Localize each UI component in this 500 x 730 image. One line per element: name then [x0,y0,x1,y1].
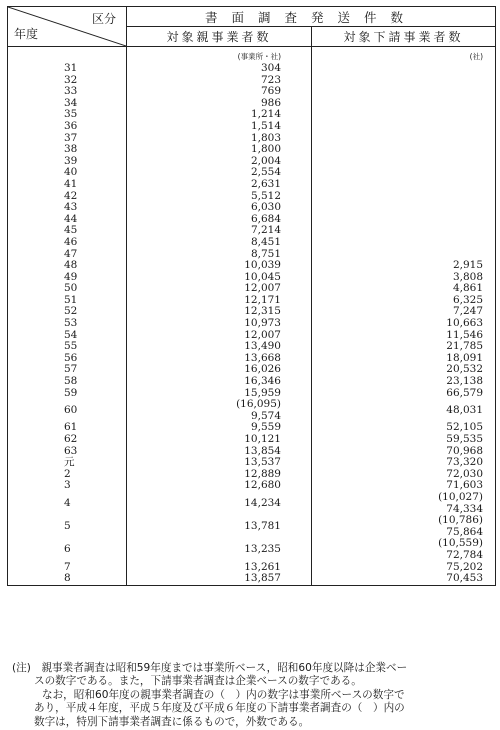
year-cell: 5 [8,515,127,538]
year-cell: 33 [8,86,127,98]
subcontractor-count-cell: 18,091 [312,353,496,365]
parent-count-paren-cell: (16,095) [236,398,281,411]
subcontractor-count-cell: 75,864 [446,525,484,538]
year-cell: 51 [8,295,127,307]
subcontractor-count-cell [312,121,496,133]
subcontractor-count-cell [312,225,496,237]
parent-count-cell: 12,315 [127,306,312,318]
year-cell: 36 [8,121,127,133]
subcontractor-count-cell [312,237,496,249]
table-row [8,538,496,561]
table-row [8,492,496,515]
year-cell: 32 [8,75,127,87]
parent-count-cell: 13,235 [127,538,312,561]
parent-count-cell: 13,261 [127,562,312,574]
fiscal-year-label: 年度 [14,27,39,41]
subcontractor-count-cell: 66,579 [312,388,496,400]
parent-count-cell: 12,007 [127,330,312,342]
subcontractor-count-cell [312,156,496,168]
subcontractor-count-cell: 70,453 [312,573,496,585]
subcontractor-count-cell: 11,546 [312,330,496,342]
year-cell: 50 [8,283,127,295]
parent-count-cell: 6,684 [127,214,312,226]
year-cell: 47 [8,249,127,261]
parent-count-cell: 13,490 [127,341,312,353]
year-cell: 2 [8,469,127,481]
year-cell: 34 [8,98,127,110]
subcontractor-column-header: 対象下請事業者数 [312,27,496,47]
year-cell: 55 [8,341,127,353]
subcontractor-count-cell: 20,532 [312,364,496,376]
footnote-line: (注) 親事業者調査は昭和59年度までは事業所ベース，昭和60年度以降は企業ベー [12,662,408,674]
year-cell: 63 [8,446,127,458]
parent-count-cell: 9,574 [250,409,281,422]
parent-count-cell: 16,346 [127,376,312,388]
year-cell: 8 [8,573,127,585]
subcontractor-count-cell: 2,915 [312,260,496,272]
footnote-line: 数字は，特別下請事業者調査に係るもので，外数である。 [34,715,310,728]
subcontractor-count-cell: 23,138 [312,376,496,388]
parent-count-cell: 14,234 [127,492,312,515]
subcontractor-count-cell [312,75,496,87]
subcontractor-count-cell: 71,603 [312,480,496,492]
year-cell: 53 [8,318,127,330]
table-row [8,573,496,585]
year-cell: 37 [8,133,127,145]
category-label: 区分 [91,12,116,26]
table-row [8,376,496,388]
parent-count-cell: 13,668 [127,353,312,365]
table-row [8,515,496,538]
parent-count-cell: 10,039 [127,260,312,272]
parent-count-cell: 13,537 [127,457,312,469]
parent-count-cell: 13,781 [127,515,312,538]
subcontractor-count-cell: 10,663 [312,318,496,330]
footnote-line: なお，昭和60年度の親事業者調査の（ ）内の数字は事業所ベースの数字で [42,688,405,701]
parent-count-cell: 769 [127,86,312,98]
year-cell: 43 [8,202,127,214]
year-cell: 44 [8,214,127,226]
parent-count-cell: 1,214 [127,109,312,121]
parent-count-cell: 15,959 [127,388,312,400]
parent-count-cell: 8,451 [127,237,312,249]
parent-count-cell: 16,026 [127,364,312,376]
subcontractor-count-cell [312,133,496,145]
parent-count-cell: 13,857 [127,573,312,585]
year-cell: 52 [8,306,127,318]
year-cell: 31 [8,63,127,75]
table-row [8,86,496,98]
year-cell: 59 [8,388,127,400]
subcontractor-count-cell [312,98,496,110]
unit-label-subcontractor: (社) [469,52,484,61]
table-row [8,121,496,133]
parent-count-cell: 2,554 [127,167,312,179]
subcontractor-count-cell [312,63,496,75]
subcontractor-count-cell [312,191,496,203]
footnote [12,662,496,729]
subcontractor-count-paren-cell: (10,786) [438,514,484,527]
parent-business-column-header: 対象親事業者数 [127,27,312,47]
subcontractor-count-cell [312,144,496,156]
year-cell: 49 [8,272,127,284]
year-cell: 62 [8,434,127,446]
subcontractor-count-cell: 72,784 [446,548,484,561]
year-cell: 39 [8,156,127,168]
subcontractor-count-cell [312,179,496,191]
parent-count-cell: 10,973 [127,318,312,330]
table-row [8,202,496,214]
year-cell: 42 [8,191,127,203]
parent-count-cell: 6,030 [127,202,312,214]
table-row [8,434,496,446]
subcontractor-count-cell [312,214,496,226]
subcontractor-count-cell: 6,325 [312,295,496,307]
year-cell: 58 [8,376,127,388]
year-cell: 56 [8,353,127,365]
year-cell: 61 [8,422,127,434]
parent-count-cell: 8,751 [127,249,312,261]
corner-header-cell [8,7,127,47]
year-cell: 4 [8,492,127,515]
year-cell: 6 [8,538,127,561]
subcontractor-count-cell: 48,031 [312,399,496,422]
year-cell: 46 [8,237,127,249]
subcontractor-count-cell [312,167,496,179]
year-cell: 57 [8,364,127,376]
subcontractor-count-paren-cell: (10,559) [438,537,484,550]
subcontractor-count-cell [312,109,496,121]
parent-count-cell: 10,045 [127,272,312,284]
subcontractor-count-cell: 59,535 [312,434,496,446]
parent-count-cell: 7,214 [127,225,312,237]
parent-count-cell: 1,800 [127,144,312,156]
unit-label-parent: (事業所・社) [237,52,281,61]
table-row [8,399,496,422]
parent-count-cell: 2,004 [127,156,312,168]
year-cell: 41 [8,179,127,191]
subcontractor-count-cell [312,202,496,214]
year-cell: 7 [8,562,127,574]
shipment-count-table [7,6,496,586]
year-cell: 45 [8,225,127,237]
parent-count-cell: 9,559 [127,422,312,434]
year-cell: 54 [8,330,127,342]
parent-count-cell: 304 [127,63,312,75]
table-row [8,318,496,330]
subcontractor-count-cell: 75,202 [312,562,496,574]
subcontractor-count-cell: 3,808 [312,272,496,284]
parent-count-cell: 12,680 [127,480,312,492]
parent-count-cell: 1,514 [127,121,312,133]
subcontractor-count-cell [312,86,496,98]
year-cell: 60 [8,399,127,422]
table-row [8,480,496,492]
subcontractor-count-cell: 4,861 [312,283,496,295]
year-cell: 元 [8,457,127,469]
parent-count-cell: 723 [127,75,312,87]
parent-count-cell: 5,512 [127,191,312,203]
parent-count-cell: 10,121 [127,434,312,446]
parent-count-cell: 12,889 [127,469,312,481]
parent-count-cell: 13,854 [127,446,312,458]
subcontractor-count-cell: 74,334 [446,502,484,515]
parent-count-cell: 12,007 [127,283,312,295]
table-row [8,237,496,249]
subcontractor-count-cell: 52,105 [312,422,496,434]
parent-count-cell: 1,803 [127,133,312,145]
parent-count-cell: 2,631 [127,179,312,191]
subcontractor-count-cell: 72,030 [312,469,496,481]
subcontractor-count-paren-cell: (10,027) [438,490,484,503]
footnote-line: あり，平成４年度，平成５年度及び平成６年度の下請事業者調査の（ ）内の [34,702,405,715]
year-cell: 40 [8,167,127,179]
subcontractor-count-cell: 73,320 [312,457,496,469]
year-cell: 48 [8,260,127,272]
table-row [8,63,496,75]
table-row [8,144,496,156]
subcontractor-count-cell: 21,785 [312,341,496,353]
year-cell: 3 [8,480,127,492]
subcontractor-count-cell: 7,247 [312,306,496,318]
table-row [8,75,496,87]
parent-count-cell: 12,171 [127,295,312,307]
year-cell: 35 [8,109,127,121]
table-row [8,260,496,272]
subcontractor-count-cell: 70,968 [312,446,496,458]
table-row [8,179,496,191]
group-title: 書面調査発送件数 [127,7,496,27]
parent-count-cell: 986 [127,98,312,110]
year-cell: 38 [8,144,127,156]
footnote-line: スの数字である。また，下請事業者調査は企業ベースの数字である。 [34,675,362,688]
